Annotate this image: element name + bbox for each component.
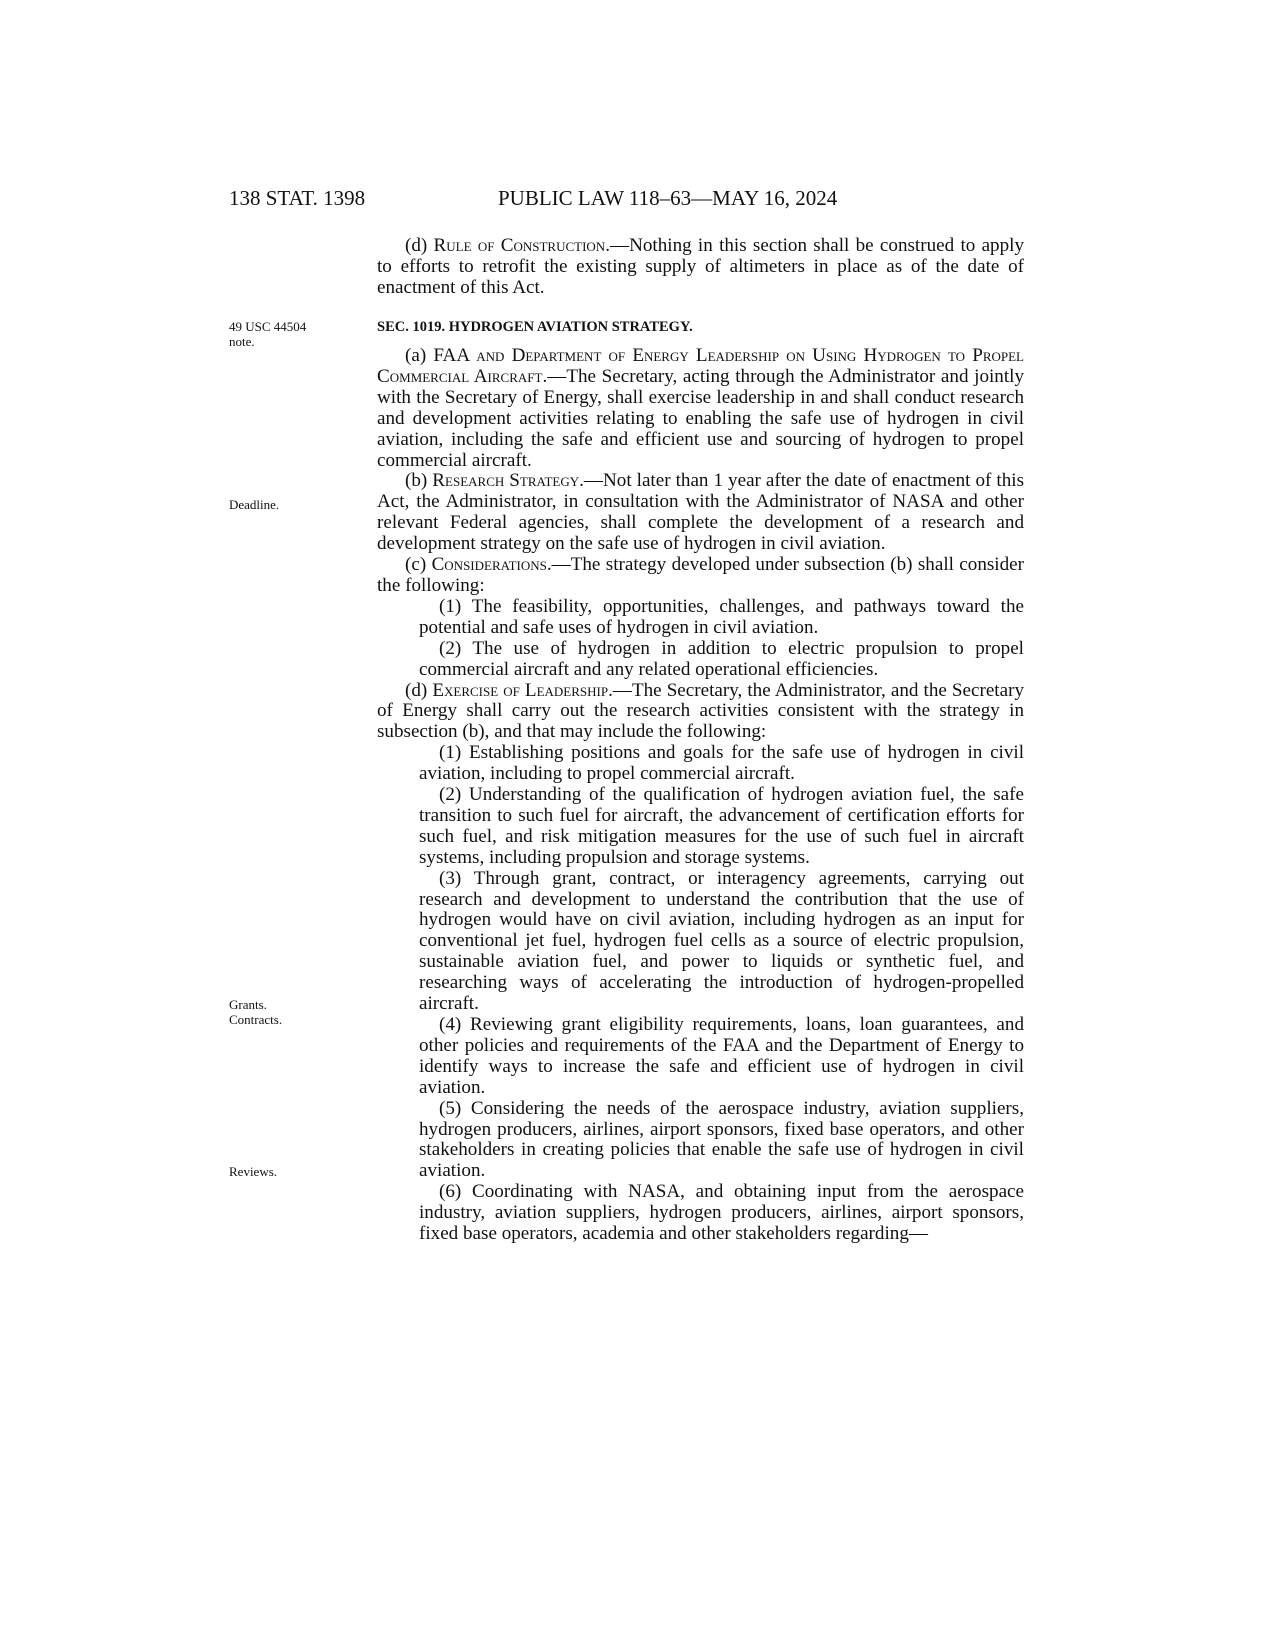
subsection-a-number: (a) (405, 345, 434, 366)
subsection-d-number: (d) (405, 679, 433, 701)
subsection-b-heading: Research Strategy (432, 470, 580, 492)
subsection-b (377, 471, 1024, 555)
subsection-d (377, 681, 1024, 744)
subsection-a-text: .—The Secretary, acting through the Administrator and jointly with the Secretary of Energy, shall exercise leadership in and shall conduct research and development activities relating to enabling the safe use of hydrogen in civil aviation, including the safe and efficient use and sourcing of hydrogen to propel commercial aircraft. (377, 365, 1024, 471)
margin-note-grants: Grants. (229, 997, 267, 1012)
subsection-d-rule-of-construction (377, 236, 1024, 299)
paragraph-d2: (2) Understanding of the qualification of hydrogen aviation fuel, the safe transition to such fuel for aircraft, the advancement of certification efforts for such fuel, and risk mitigation measures for the use of such fuel in aircraft systems, including propulsion and storage systems. (419, 784, 1024, 868)
text-block-top (377, 236, 1024, 299)
subsection-b-text: .—Not later than 1 year after the date of enactment of this Act, the Administrator, in consultation with the Administrator of NASA and other relevant Federal agencies, shall complete the development of a research and development strategy on the safe use of hydrogen in civil aviation. (377, 470, 1024, 555)
subsection-c (377, 555, 1024, 597)
paragraph-d4: (4) Reviewing grant eligibility requirements, loans, loan guarantees, and other policies and requirements of the FAA and the Department of Energy to identify ways to increase the safe and efficient use of hydrogen in civil aviation. (419, 1014, 1024, 1098)
page-stat-citation: 138 STAT. 1398 (229, 186, 366, 210)
subsection-d-rule-number: (d) (405, 235, 434, 256)
margin-note-usc-cite: 49 USC 44504 (229, 319, 307, 334)
margin-note-reviews: Reviews. (229, 1164, 278, 1179)
paragraph-d1: (1) Establishing positions and goals for the safe use of hydrogen in civil aviation, including to propel commercial aircraft. (419, 742, 1024, 785)
subsection-d-text: .—The Secretary, the Administrator, and the Secretary of Energy shall carry out the research activities consistent with the strategy in subsection (b), and that may include the following: (377, 679, 1024, 743)
subsection-b-number: (b) (405, 470, 433, 492)
section-heading: SEC. 1019. HYDROGEN AVIATION STRATEGY. (377, 319, 693, 335)
section-heading-block (377, 317, 1024, 338)
margin-note-usc (229, 319, 349, 349)
margin-note-deadline: Deadline. (229, 497, 280, 512)
paragraph-d5: (5) Considering the needs of the aerospace industry, aviation suppliers, hydrogen producers, airlines, airport sponsors, fixed base operators, and other stakeholders in creating policies that enable the safe use of hydrogen in civil aviation. (419, 1097, 1024, 1182)
subsection-d-heading: Exercise of Leadership (432, 679, 609, 701)
subsection-d-rule-heading: Rule of Construction (433, 235, 606, 256)
subsection-a (377, 346, 1024, 471)
subsection-c-number: (c) (405, 554, 432, 576)
page-running-head: PUBLIC LAW 118–63—MAY 16, 2024 (498, 186, 838, 210)
paragraph-c2: (2) The use of hydrogen in addition to electric propulsion to propel commercial aircraft and any related operational efficiencies. (419, 637, 1024, 680)
margin-note-grants-contracts (229, 997, 349, 1027)
subsection-c-heading: Considerations (431, 554, 547, 576)
subsection-d-rule-text: .—Nothing in this section shall be construed to apply to efforts to retrofit the existing supply of altimeters in place as of the date of enactment of this Act. (377, 235, 1024, 298)
paragraph-d6: (6) Coordinating with NASA, and obtaining input from the aerospace industry, aviation suppliers, hydrogen producers, airlines, airport sponsors, fixed base operators, academia and other stakeholders regarding— (419, 1181, 1024, 1245)
paragraph-c1: (1) The feasibility, opportunities, challenges, and pathways toward the potential and safe uses of hydrogen in civil aviation. (419, 595, 1024, 638)
text-block-section-1019 (377, 346, 1024, 1245)
margin-note-usc-note: note. (229, 334, 255, 349)
subsection-c-text: .—The strategy developed under subsection (b) shall consider the following: (377, 554, 1024, 596)
paragraph-d3: (3) Through grant, contract, or interagency agreements, carrying out research and development to understand the contribution that the use of hydrogen would have on civil aviation, including hydrogen as an input for conventional jet fuel, hydrogen fuel cells as a source of electric propulsion, sustainable aviation fuel, and power to liquids or synthetic fuel, and researching ways of accelerating the introduction of hydrogen-propelled aircraft. (419, 867, 1024, 1015)
subsection-a-heading: FAA and Department of Energy Leadership on Using Hydrogen to Propel Commercial Aircraft (377, 345, 1025, 387)
margin-note-contracts: Contracts. (229, 1012, 283, 1027)
